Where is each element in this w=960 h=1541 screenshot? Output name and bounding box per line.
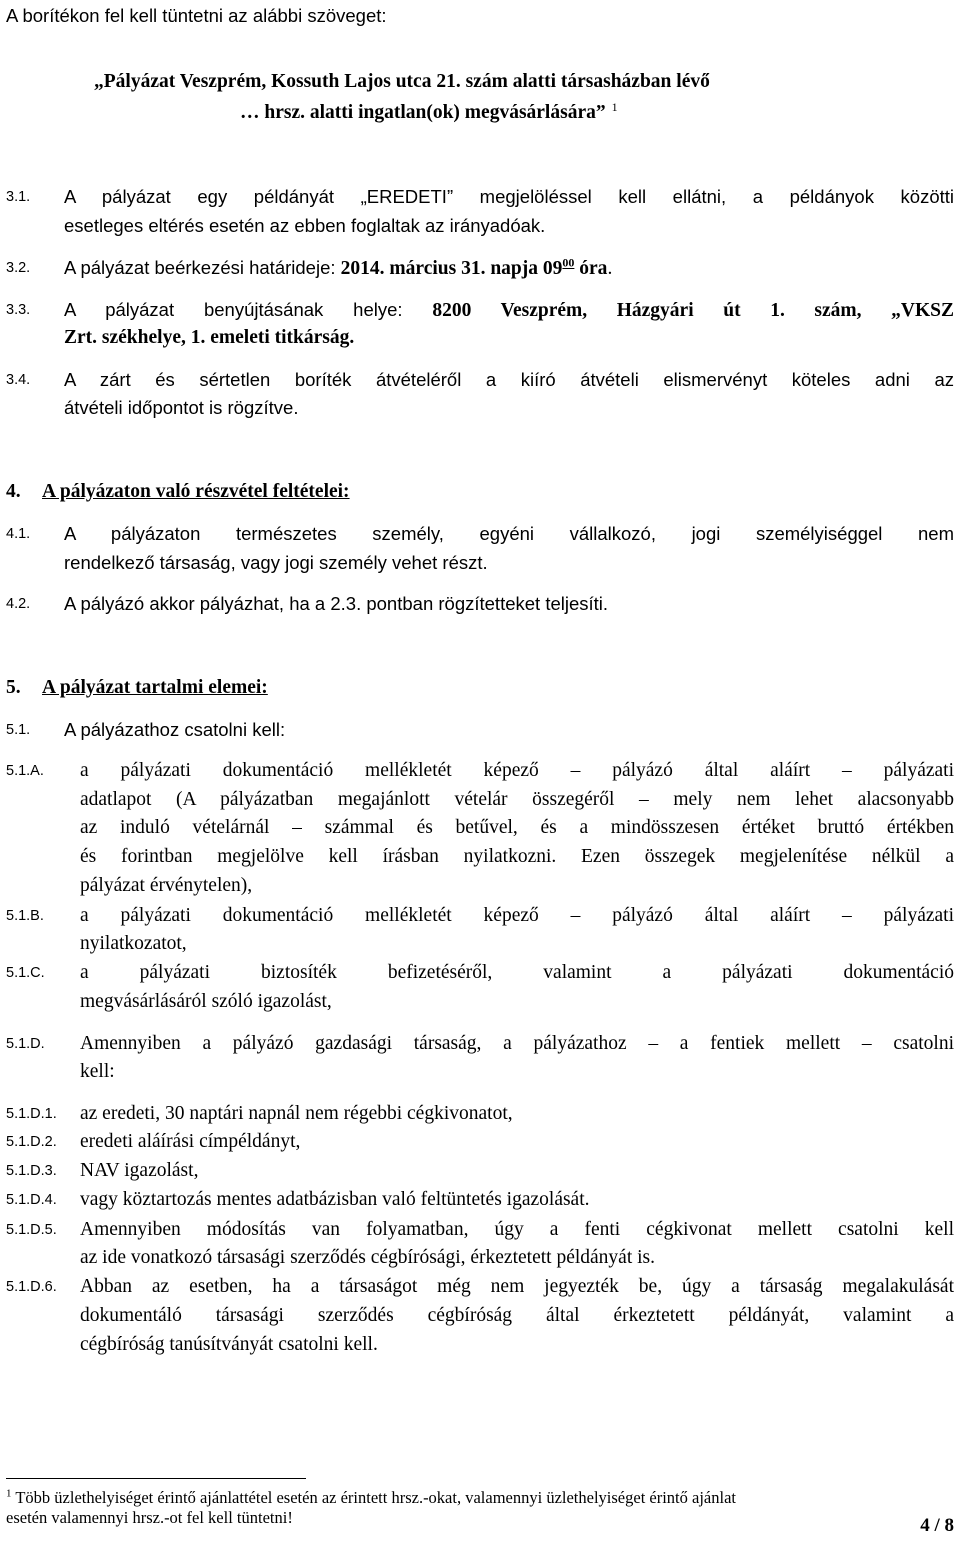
footnote-line2: esetén valamennyi hrsz.-ot fel kell tüntetni! — [6, 1508, 293, 1527]
item-5-1-d-number: 5.1.D. — [6, 1036, 45, 1052]
page-number: 4 / 8 — [920, 1515, 954, 1536]
item-5-1-a-line5: pályázat érvénytelen), — [80, 875, 253, 896]
section-3-2-number: 3.2. — [6, 260, 31, 276]
section-4-2-number: 4.2. — [6, 596, 31, 612]
item-5-1-d-2-text: eredeti aláírási címpéldányt, — [80, 1131, 301, 1152]
section-3-1-line2: esetleges eltérés esetén az ebben foglaltak az irányadóak. — [64, 215, 546, 236]
section-5-1-number: 5.1. — [6, 722, 31, 738]
item-5-1-d-4-number: 5.1.D.4. — [6, 1192, 57, 1208]
item-5-1-d-2-number: 5.1.D.2. — [6, 1134, 57, 1150]
item-5-1-d-3-text: NAV igazolást, — [80, 1160, 199, 1181]
section-4-1-line1: A pályázaton természetes személy, egyéni vállalkozó, jogi személyiséggel nem — [64, 523, 954, 544]
cover-title-line2 — [240, 101, 618, 125]
item-5-1-d-4-text: vagy köztartozás mentes adatbázisban való feltüntetés igazolását. — [80, 1189, 590, 1210]
item-5-1-d-line1: Amennyiben a pályázó gazdasági társaság, a pályázathoz – a fentiek mellett – csatolni — [80, 1033, 954, 1054]
section-4-title: A pályázaton való részvétel feltételei: — [42, 481, 350, 502]
section-5-title: A pályázat tartalmi elemei: — [42, 677, 268, 698]
item-5-1-d-3-number: 5.1.D.3. — [6, 1163, 57, 1179]
deadline-hour-label: óra — [574, 258, 608, 279]
section-3-4-line2: átvételi időpontot is rögzítve. — [64, 397, 299, 418]
submission-place-label: A pályázat benyújtásának helye: — [64, 299, 433, 320]
cover-title-line1: „Pályázat Veszprém, Kossuth Lajos utca 21. szám alatti társasházban lévő — [94, 71, 710, 92]
item-5-1-d-6-line2: dokumentáló társasági szerződés cégbíróság által érkeztetett példányát, valamint a — [80, 1305, 954, 1326]
footnote-separator — [6, 1478, 306, 1479]
footnote-text1: Több üzlethelyiséget érintő ajánlattétel esetén az érintett hrsz.-okat, valamennyi üzlethelyiséget érintő ajánlat — [15, 1488, 736, 1507]
item-5-1-d-line2: kell: — [80, 1061, 115, 1082]
deadline-date: 2014. március 31. napja 09 — [340, 258, 563, 279]
section-4-1-number: 4.1. — [6, 526, 31, 542]
item-5-1-d-5-line2: az ide vonatkozó társasági szerződés cégbírósági, érkeztetett példányát is. — [80, 1247, 656, 1268]
footnote-line1 — [6, 1488, 954, 1508]
cover-title-close: ” — [595, 102, 606, 123]
item-5-1-c-line1: a pályázati biztosíték befizetéséről, valamint a pályázati dokumentáció — [80, 962, 954, 983]
footnote-mark: 1 — [6, 1487, 12, 1500]
section-4-1-line2: rendelkező társaság, vagy jogi személy vehet részt. — [64, 552, 488, 573]
item-5-1-d-1-text: az eredeti, 30 naptári napnál nem régebbi cégkivonatot, — [80, 1103, 513, 1124]
section-3-2-text — [64, 256, 612, 281]
section-3-4-number: 3.4. — [6, 372, 31, 388]
item-5-1-b-number: 5.1.B. — [6, 908, 44, 924]
section-3-1-number: 3.1. — [6, 189, 31, 205]
item-5-1-c-line2: megvásárlásáról szóló igazolást, — [80, 991, 332, 1012]
item-5-1-d-5-line1: Amennyiben módosítás van folyamatban, úgy a fenti cégkivonat mellett csatolni kell — [80, 1219, 954, 1240]
item-5-1-d-5-number: 5.1.D.5. — [6, 1222, 57, 1238]
footnote-ref: 1 — [611, 99, 618, 114]
item-5-1-a-line4: és forintban megjelölve kell írásban nyilatkozni. Ezen összegek megjelenítése nélkül a — [80, 846, 954, 867]
deadline-minutes: 00 — [562, 255, 575, 270]
deadline-period: . — [607, 258, 613, 279]
item-5-1-c-number: 5.1.C. — [6, 965, 45, 981]
item-5-1-a-line2: adatlapot (A pályázatban megajánlott vételár összegéről – mely nem lehet alacsonyabb — [80, 789, 954, 810]
section-5-number: 5. — [6, 677, 21, 698]
item-5-1-d-1-number: 5.1.D.1. — [6, 1106, 57, 1122]
section-5-1-text: A pályázathoz csatolni kell: — [64, 719, 286, 740]
deadline-label: A pályázat beérkezési határideje: — [64, 257, 341, 278]
section-3-1-line1: A pályázat egy példányát „EREDETI” megjelöléssel kell ellátni, a példányok közötti — [64, 186, 954, 207]
section-4-2-text: A pályázó akkor pályázhat, ha a 2.3. pontban rögzítetteket teljesíti. — [64, 593, 609, 614]
section-4-number: 4. — [6, 481, 21, 502]
item-5-1-d-6-line3: cégbíróság tanúsítványát csatolni kell. — [80, 1334, 378, 1355]
item-5-1-b-line1: a pályázati dokumentáció mellékletét képező – pályázó által aláírt – pályázati — [80, 905, 954, 926]
item-5-1-d-6-number: 5.1.D.6. — [6, 1279, 57, 1295]
section-3-3-number: 3.3. — [6, 302, 31, 318]
item-5-1-a-line3: az induló vételárnál – számmal és betűvel, és a mindösszesen értéket bruttó értékben — [80, 817, 954, 838]
item-5-1-a-line1: a pályázati dokumentáció mellékletét képező – pályázó által aláírt – pályázati — [80, 760, 954, 781]
section-3-4-line1: A zárt és sértetlen boríték átvételéről a kiíró átvételi elismervényt köteles adni az — [64, 369, 954, 390]
section-3-3-line2: Zrt. székhelye, 1. emeleti titkárság. — [64, 327, 355, 348]
item-5-1-a-number: 5.1.A. — [6, 763, 44, 779]
item-5-1-d-6-line1: Abban az esetben, ha a társaságot még nem jegyezték be, úgy a társaság megalakulását — [80, 1276, 954, 1297]
submission-address: 8200 Veszprém, Házgyári út 1. szám, „VKSZ — [432, 300, 954, 321]
cover-intro: A borítékon fel kell tüntetni az alábbi szöveget: — [6, 5, 387, 26]
item-5-1-b-line2: nyilatkozatot, — [80, 933, 187, 954]
section-3-3-line1 — [64, 298, 954, 323]
cover-title-text: … hrsz. alatti ingatlan(ok) megvásárlására — [240, 102, 596, 123]
